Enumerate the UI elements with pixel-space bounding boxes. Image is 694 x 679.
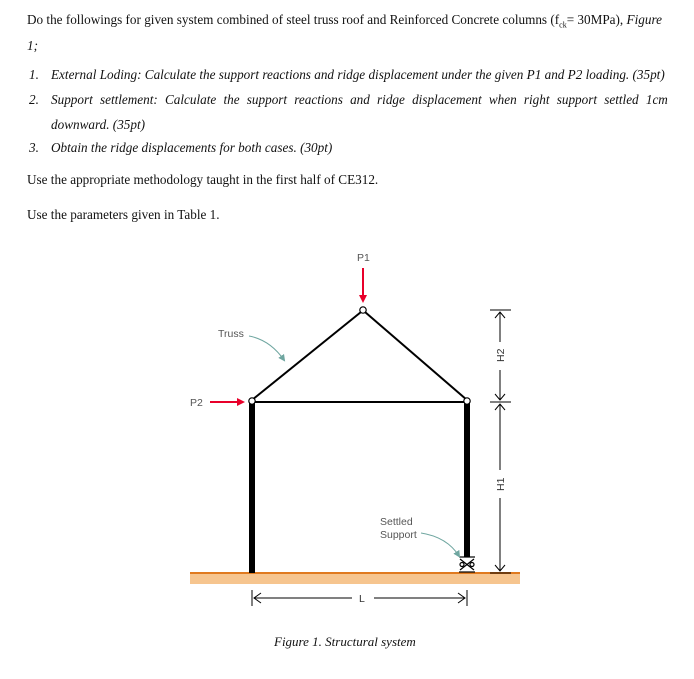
intro-line-2: 1; (27, 38, 38, 53)
task-3-number: 3. (29, 140, 39, 155)
ground (190, 574, 520, 584)
fck-subscript: ck (559, 20, 567, 30)
task-1-text: External Loding: Calculate the support reactions and ridge displacement under the given P1 and P2 loading. (35pt) (51, 67, 665, 82)
task-2-number: 2. (29, 92, 39, 107)
truss-right-rafter (365, 312, 467, 400)
intro-text: Do the followings for given system combined of steel truss roof and Reinforced Concrete columns (f (27, 12, 560, 27)
truss-label: Truss (218, 328, 244, 340)
task-2-word: settlement: (99, 92, 158, 107)
right-pin-joint (464, 398, 470, 404)
truss-left-rafter (252, 312, 361, 400)
task-2-word: support (556, 92, 598, 107)
task-2-word: settled (604, 92, 639, 107)
settled-support-pointer-arrow (421, 533, 459, 556)
task-1-number: 1. (29, 67, 39, 82)
note-parameters: Use the parameters given in Table 1. (27, 207, 220, 222)
task-3-text: Obtain the ridge displacements for both cases. (30pt) (51, 140, 333, 155)
task-2-word: reactions (294, 92, 343, 107)
p2-label: P2 (190, 397, 203, 409)
task-2-word: 1cm (645, 92, 668, 107)
figure-reference: Figure (626, 12, 662, 27)
task-2-text-line-2: downward. (35pt) (51, 117, 146, 132)
settled-support-label-line-2: Support (380, 529, 417, 541)
right-column (464, 402, 470, 557)
intro-text-suffix: = 30MPa), (566, 12, 627, 27)
settled-support-symbol (459, 557, 475, 572)
note-methodology: Use the appropriate methodology taught in the first half of CE312. (27, 172, 379, 187)
truss-pointer-arrow (249, 336, 284, 360)
left-pin-joint (249, 398, 255, 404)
task-2-word: right (523, 92, 550, 107)
task-2-word: support (246, 92, 288, 107)
ridge-pin-joint (360, 307, 366, 313)
h2-label: H2 (495, 348, 507, 362)
figure-caption: Figure 1. Structural system (274, 634, 416, 649)
task-2-word: and (350, 92, 370, 107)
h1-label: H1 (495, 477, 507, 491)
p1-label: P1 (357, 252, 370, 264)
task-2-word: ridge (377, 92, 405, 107)
task-2-word: when (488, 92, 517, 107)
task-2-word: Calculate (165, 92, 217, 107)
left-column (249, 402, 255, 573)
settled-support-label-line-1: Settled (380, 516, 413, 528)
task-2-word: Support (51, 92, 93, 107)
task-2-word: displacement (412, 92, 482, 107)
task-2-word: the (223, 92, 240, 107)
l-label: L (359, 593, 365, 605)
